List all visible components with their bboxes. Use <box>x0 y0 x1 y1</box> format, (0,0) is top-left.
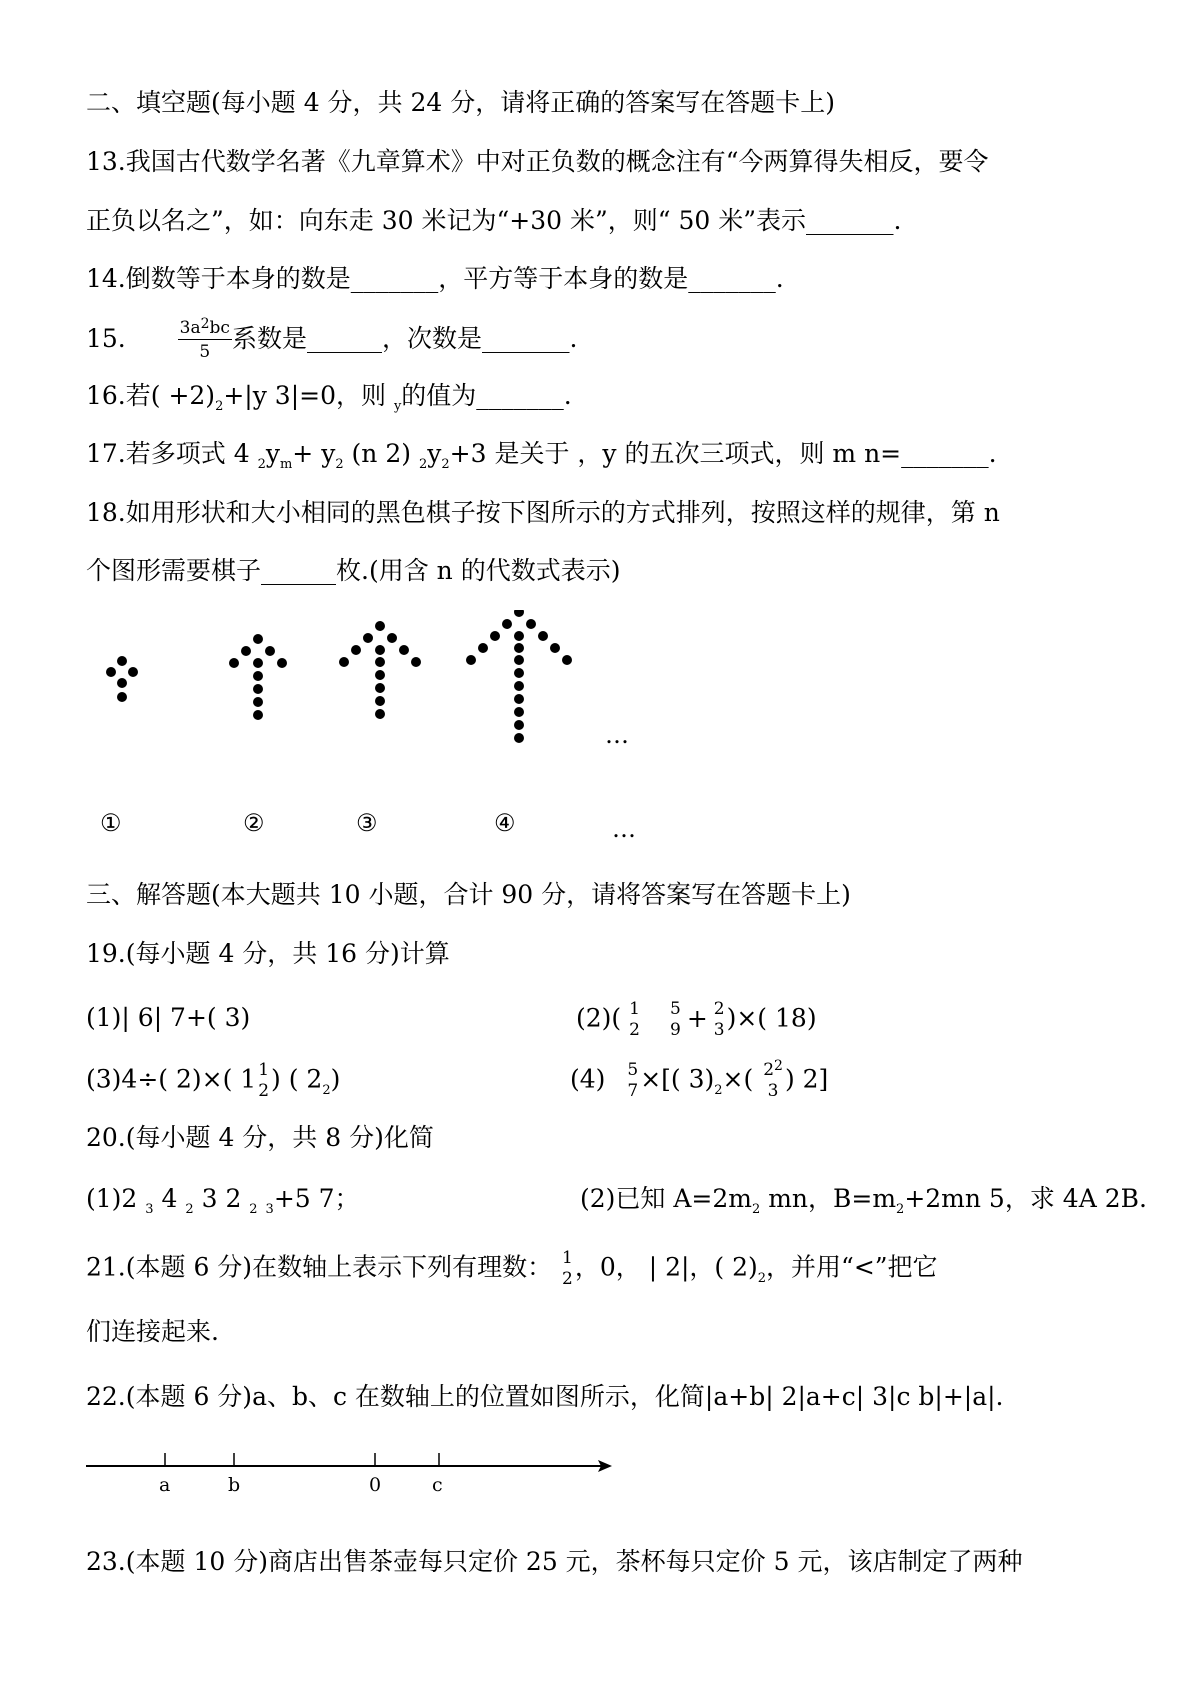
chess-pattern-figure <box>0 610 1191 770</box>
question-18-line1: 18.如用形状和大小相同的黑色棋子按下图所示的方式排列，按照这样的规律，第 n <box>86 498 1000 527</box>
numberline-label-b: b <box>228 1474 241 1496</box>
question-21-line1: 21.(本题 6 分)在数轴上表示下列有理数： 1 2 ，0， | 2|，( $2)_2$，并用“<”把它 <box>86 1248 938 1289</box>
question-14: 14.倒数等于本身的数是_______，平方等于本身的数是_______. <box>86 264 784 293</box>
figure-ellipsis: … <box>605 721 629 749</box>
question-22: 22.(本题 6 分)a、b、c 在数轴上的位置如图所示，化简|a+b| 2|a+c| 3|c b|+|a|. <box>86 1382 1004 1411</box>
q15-number: 15. <box>86 324 126 353</box>
question-21-line2: 们连接起来. <box>86 1317 219 1346</box>
figure-ellipsis-bottom: … <box>612 815 636 843</box>
question-16: 16.若( $+2)_2+|y$ 3|=0，则 $_y$的值为_______. <box>86 381 572 414</box>
question-13-line2: 正负以名之”，如：向东走 30 米记为“+30 米”，则“ 50 米”表示_______. <box>86 206 902 235</box>
q15-fraction: $\frac{3a^2bc}{5}$ <box>179 316 230 362</box>
pattern-2 <box>229 634 287 720</box>
question-18-line2: 个图形需要棋子______枚.(用含 n 的代数式表示) <box>86 556 621 585</box>
q15-text: 系数是______，次数是_______. <box>231 324 578 353</box>
q20-part1: (1)2 $_3$ 4 $_2$ 3 2 $_2$ $_3$+5 7； <box>86 1184 360 1217</box>
question-19-title: 19.(每小题 4 分，共 16 分)计算 <box>86 939 450 968</box>
figure-label-1: ① <box>100 809 122 837</box>
q19-part3: (3)4÷( 2)×( 1 1 2 ) ( $2_2$) <box>86 1060 341 1101</box>
section3-title: 三、解答题(本大题共 10 小题，合计 90 分，请将答案写在答题卡上) <box>86 880 851 909</box>
pattern-1 <box>106 656 138 702</box>
q19-part4: (4) 5 7 ×[( $3)_2\times$( $2^2$ 3 ) 2] <box>570 1058 829 1101</box>
numberline-label-a: a <box>159 1474 171 1496</box>
question-20-title: 20.(每小题 4 分，共 8 分)化简 <box>86 1123 434 1152</box>
question-13-line1: 13.我国古代数学名著《九章算术》中对正负数的概念注有“今两算得失相反，要令 <box>86 147 989 176</box>
q20-part2: (2)已知 $A=2m_2$ mn，$B=m_2+2mn$ 5，求 4A 2B. <box>580 1184 1147 1217</box>
figure-label-2: ② <box>243 809 265 837</box>
pattern-3 <box>339 621 421 719</box>
question-15 <box>86 316 578 362</box>
numberline-label-0: 0 <box>369 1474 382 1496</box>
question-17: 17.若多项式 4 $_2y_m+ y_2$ (n 2) $_2y_2+3$ 是关于 ，y 的五次三项式，则 m n=_______. <box>86 439 997 472</box>
figure-label-3: ③ <box>356 809 378 837</box>
section2-title: 二、填空题(每小题 4 分，共 24 分，请将正确的答案写在答题卡上) <box>86 88 836 117</box>
question-23: 23.(本题 10 分)商店出售茶壶每只定价 25 元，茶杯每只定价 5 元，该店制定了两种 <box>86 1547 1023 1576</box>
figure-label-4: ④ <box>494 809 516 837</box>
q19-part1: (1)| 6| 7+( 3) <box>86 1003 251 1032</box>
numberline-label-c: c <box>432 1474 443 1496</box>
q19-part2: (2)( 1 2 5 9 + 2 3 )×( 18) <box>576 999 817 1040</box>
pattern-4 <box>466 610 572 743</box>
